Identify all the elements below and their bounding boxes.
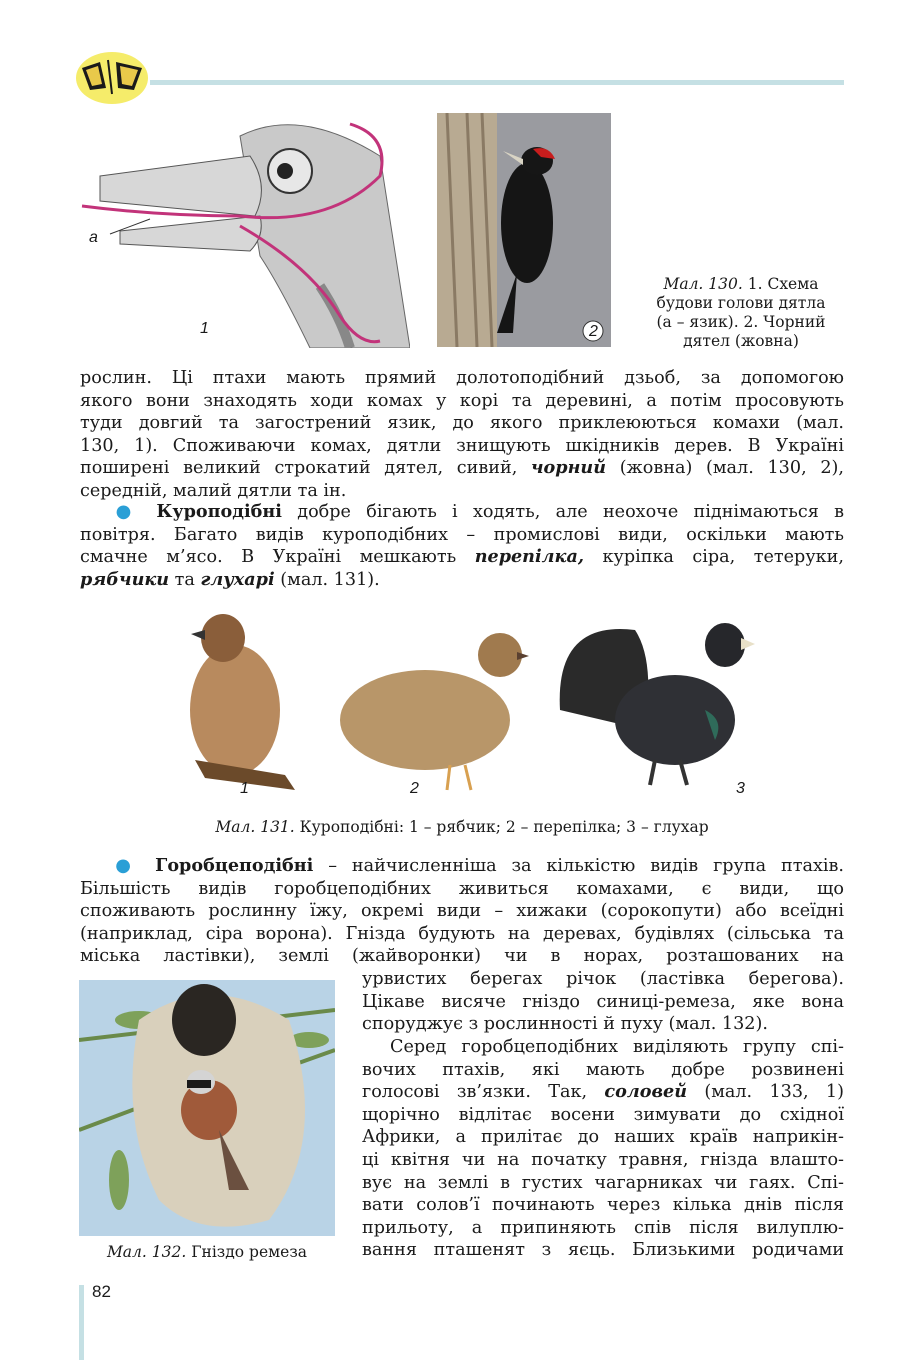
text-line: голосові зв’язки. Так, соловей (мал. 133, 1) [362, 1081, 844, 1103]
text-line: ● Куроподібні добре бігають і ходять, але неохоче піднімаються в [106, 501, 844, 522]
header-rule [150, 80, 844, 85]
paragraph-passerines [80, 855, 844, 968]
text-line: вання пташенят з яєць. Близькими родичами [362, 1240, 844, 1261]
figure-132-caption-text: Гніздо ремеза [186, 1243, 308, 1261]
term-galliformes: Куроподібні [156, 501, 282, 522]
penduline-tit-nest-photo [79, 980, 335, 1236]
text-line: рослин. Ці птахи мають прямий долотоподібний дзьоб, за допомогою [80, 368, 844, 388]
figure-131-label-3: 3 [736, 780, 745, 797]
text-line: вує на землі в густих чагарниках чи гаях. Спі- [362, 1172, 844, 1193]
figure-130-label-2: 2 [589, 323, 598, 340]
term-black-woodpecker: чорний [530, 457, 607, 479]
text-line: поширені великий строкатий дятел, сивий, чорний (жовна) (мал. 130, 2), [80, 457, 844, 479]
text-line: урвистих берегах річок (ластівка берегова). [362, 969, 844, 989]
term-capercaillie: глухарі [200, 568, 275, 590]
term-quail: перепілка, [474, 546, 584, 568]
text-line: Цікаве висяче гніздо синиці-ремеза, яке вона [362, 991, 844, 1012]
figure-130-label-1: 1 [200, 320, 209, 337]
figure-130-caption-line-2: будови голови дятла [656, 294, 826, 312]
text-line: ці квітня чи на початку травня, гнізда влашто- [362, 1149, 844, 1170]
text-line: Африки, а прилітає до наших країв наприкін- [362, 1127, 844, 1148]
text-line: рябчики та глухарі (мал. 131). [80, 568, 380, 590]
figure-130-caption [622, 275, 860, 351]
page-number: 82 [92, 1282, 111, 1301]
term-nightingale: соловей [604, 1081, 688, 1103]
figure-131-caption [80, 818, 844, 837]
figure-131-label-2: 2 [410, 780, 419, 797]
black-woodpecker-photo [437, 113, 611, 347]
page-margin-bar [79, 1285, 84, 1360]
figure-130-caption-ref: Мал. 130. [663, 275, 743, 293]
paragraph-passerines-narrow [362, 968, 844, 1036]
figure-130-label-a: а [89, 229, 98, 246]
figure-131-caption-text: Куроподібні: 1 – рябчик; 2 – перепілка; 3 – глухар [294, 818, 709, 836]
text-line: щорічно відлітає восени зимувати до східної [362, 1104, 844, 1125]
paragraph-songbirds [362, 1036, 844, 1262]
paragraph-woodpeckers [80, 367, 844, 503]
text-line: споживають рослинну їжу, окремі види – хижаки (сорокопути) або всеїдні [80, 901, 844, 922]
text-line: смачне м’ясо. В Україні мешкають перепілка, куріпка сіра, тетеруки, [80, 546, 844, 568]
figure-130-caption-line-1: 1. Схема [742, 275, 819, 293]
figure-130-caption-line-4: дятел (жовна) [683, 332, 799, 350]
bullet-icon: ● [106, 501, 142, 522]
text-line: вочих птахів, які мають добре розвинені [362, 1059, 844, 1080]
text-line: туди довгий та загострений язик, до якого приклеюються комахи (мал. [80, 413, 844, 434]
text-line: середній, малий дятли та ін. [80, 480, 347, 501]
term-passerines: Горобцеподібні [155, 855, 314, 876]
text-line: 130, 1). Споживаючи комах, дятли знищують шкідників дерев. В Україні [80, 435, 844, 456]
figure-132-caption [79, 1243, 335, 1262]
text-line: вати солов’ї починають через кілька днів після [362, 1195, 844, 1216]
paragraph-galliformes [80, 501, 844, 591]
figure-132-caption-ref: Мал. 132. [106, 1243, 187, 1261]
term-hazel-grouse: рябчики [80, 568, 170, 590]
woodpecker-head-diagram [80, 116, 410, 348]
text-line: Серед горобцеподібних виділяють групу спі- [390, 1037, 844, 1057]
figure-131-label-1: 1 [240, 780, 249, 797]
text-line: (наприклад, сіра ворона). Гнізда будують на деревах, будівлях (сільська та [80, 923, 844, 944]
galliformes-illustration [165, 600, 765, 800]
text-line: якого вони знаходять ходи комах у корі та деревині, а потім просовують [80, 390, 844, 411]
text-line: повітря. Багато видів куроподібних – промислові види, оскільки мають [80, 524, 844, 545]
text-line: ● Горобцеподібні – найчисленніша за кількістю видів група птахів. [106, 855, 844, 876]
text-line: Більшість видів горобцеподібних живиться комахами, є види, що [80, 878, 844, 899]
figure-131-caption-ref: Мал. 131. [215, 818, 295, 836]
figure-130-caption-line-3: (а – язик). 2. Чорний [656, 313, 826, 331]
text-line: прильоту, а припиняють спів після вилуплю- [362, 1217, 844, 1238]
text-line: міська ластівки), землі (жайворонки) чи в норах, розташованих на [80, 946, 844, 967]
butterfly-logo-icon [72, 48, 152, 106]
bullet-icon: ● [106, 855, 141, 876]
text-line: споруджує з рослинності й пуху (мал. 132). [362, 1014, 768, 1035]
